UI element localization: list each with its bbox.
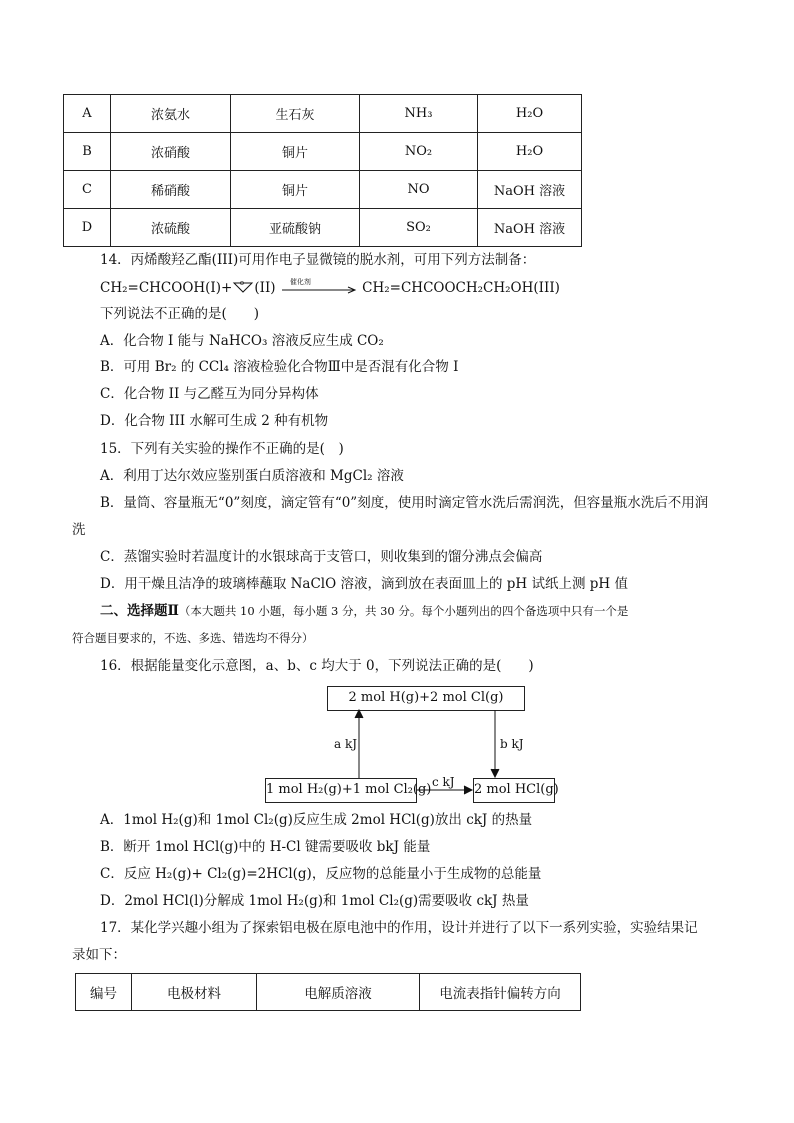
table-cell: NaOH 溶液 bbox=[478, 209, 582, 247]
catalyst-label: 催化剂 bbox=[289, 277, 311, 286]
q16-option-b: B．断开 1mol HCl(g)中的 H-Cl 键需要吸收 bkJ 能量 bbox=[100, 839, 431, 855]
label-a: a kJ bbox=[334, 737, 358, 751]
q15-option-a: A．利用丁达尔效应鉴别蛋白质溶液和 MgCl₂ 溶液 bbox=[100, 468, 404, 484]
table-cell: NaOH 溶液 bbox=[478, 171, 582, 209]
table-header-row bbox=[76, 974, 581, 1011]
q14-option-c: C．化合物 II 与乙醛互为同分异构体 bbox=[100, 386, 319, 402]
table-cell: 生石灰 bbox=[231, 95, 360, 133]
q14-option-d: D．化合物 III 水解可生成 2 种有机物 bbox=[100, 413, 329, 429]
q15-option-c: C．蒸馏实验时若温度计的水银球高于支管口，则收集到的馏分沸点会偏高 bbox=[100, 549, 543, 565]
q14-product: CH₂=CHCOOCH₂CH₂OH(III) bbox=[362, 280, 560, 296]
table-cell: D bbox=[64, 209, 111, 247]
label-c: c kJ bbox=[432, 775, 455, 789]
q17-stem: 17．某化学兴趣小组为了探索铝电极在原电池中的作用，设计并进行了以下一系列实验，实验结果记 bbox=[100, 920, 698, 936]
header-electrode: 电极材料 bbox=[132, 974, 257, 1011]
q14-option-b: B．可用 Br₂ 的 CCl₄ 溶液检验化合物Ⅲ中是否混有化合物 I bbox=[100, 359, 459, 375]
header-number: 编号 bbox=[76, 974, 132, 1011]
q14-equation bbox=[100, 279, 560, 297]
epoxide-structure-icon bbox=[232, 279, 254, 295]
table-cell: 铜片 bbox=[231, 171, 360, 209]
section2-title: 二、选择题Ⅱ bbox=[100, 603, 179, 619]
table-cell: 浓氨水 bbox=[111, 95, 231, 133]
table-cell: 浓硫酸 bbox=[111, 209, 231, 247]
table-cell: H₂O bbox=[478, 95, 582, 133]
table-cell: C bbox=[64, 171, 111, 209]
q15-option-d: D．用干燥且洁净的玻璃棒蘸取 NaClO 溶液，滴到放在表面皿上的 pH 试纸上测 pH 值 bbox=[100, 576, 628, 592]
table-cell: SO₂ bbox=[360, 209, 478, 247]
q14-option-a: A．化合物 I 能与 NaHCO₃ 溶液反应生成 CO₂ bbox=[100, 333, 384, 349]
header-deflection: 电流表指针偏转方向 bbox=[420, 974, 581, 1011]
table-cell: NO bbox=[360, 171, 478, 209]
table-cell: B bbox=[64, 133, 111, 171]
q14-question: 下列说法不正确的是( ) bbox=[100, 306, 260, 322]
q16-option-a: A．1mol H₂(g)和 1mol Cl₂(g)反应生成 2mol HCl(g)放出 ckJ 的热量 bbox=[100, 812, 533, 828]
diagram-top-box: 2 mol H(g)+2 mol Cl(g) bbox=[327, 686, 525, 711]
table-cell: 稀硝酸 bbox=[111, 171, 231, 209]
table-row bbox=[64, 95, 582, 133]
q14-reactant1: CH₂=CHCOOH(I)+ bbox=[100, 280, 233, 296]
reaction-arrow bbox=[280, 277, 358, 296]
table-cell: NO₂ bbox=[360, 133, 478, 171]
diagram-left-box: 1 mol H₂(g)+1 mol Cl₂(g) bbox=[265, 778, 417, 803]
section2-note: （本大题共 10 小题，每小题 3 分，共 30 分。每个小题列出的四个备选项中只有一个是 bbox=[178, 604, 629, 618]
table-cell: 铜片 bbox=[231, 133, 360, 171]
table-cell: H₂O bbox=[478, 133, 582, 171]
table-row bbox=[64, 171, 582, 209]
table-row bbox=[64, 209, 582, 247]
q15-stem: 15．下列有关实验的操作不正确的是( ) bbox=[100, 441, 344, 457]
q14-reactant2: (II) bbox=[254, 280, 276, 296]
q16-option-d: D．2mol HCl(l)分解成 1mol H₂(g)和 1mol Cl₂(g)需要吸收 ckJ 热量 bbox=[100, 893, 529, 909]
table-cell: A bbox=[64, 95, 111, 133]
q15-option-b: B．量筒、容量瓶无“0”刻度，滴定管有“0”刻度，使用时滴定管水洗后需润洗，但容量瓶水洗后不用润 bbox=[100, 495, 709, 511]
q15-option-b-cont: 洗 bbox=[72, 522, 86, 538]
diagram-right-box: 2 mol HCl(g) bbox=[473, 778, 555, 803]
q16-option-c: C．反应 H₂(g)+ Cl₂(g)=2HCl(g)，反应物的总能量小于生成物的总能量 bbox=[100, 866, 542, 882]
table-cell: NH₃ bbox=[360, 95, 478, 133]
section2-note-cont: 符合题目要求的，不选、多选、错选均不得分） bbox=[72, 631, 314, 645]
reagent-table bbox=[63, 94, 582, 247]
table-row bbox=[64, 133, 582, 171]
table-cell: 亚硫酸钠 bbox=[231, 209, 360, 247]
section2-heading bbox=[100, 602, 628, 620]
label-b: b kJ bbox=[500, 737, 524, 751]
svg-text:O: O bbox=[240, 281, 245, 287]
q14-stem: 14．丙烯酸羟乙酯(III)可用作电子显微镜的脱水剂，可用下列方法制备： bbox=[100, 252, 536, 268]
table-cell: 浓硝酸 bbox=[111, 133, 231, 171]
experiment-table bbox=[75, 973, 581, 1011]
q17-stem-cont: 录如下： bbox=[72, 947, 126, 963]
q16-stem: 16．根据能量变化示意图，a、b、c 均大于 0，下列说法正确的是( ) bbox=[100, 658, 534, 674]
header-electrolyte: 电解质溶液 bbox=[257, 974, 420, 1011]
